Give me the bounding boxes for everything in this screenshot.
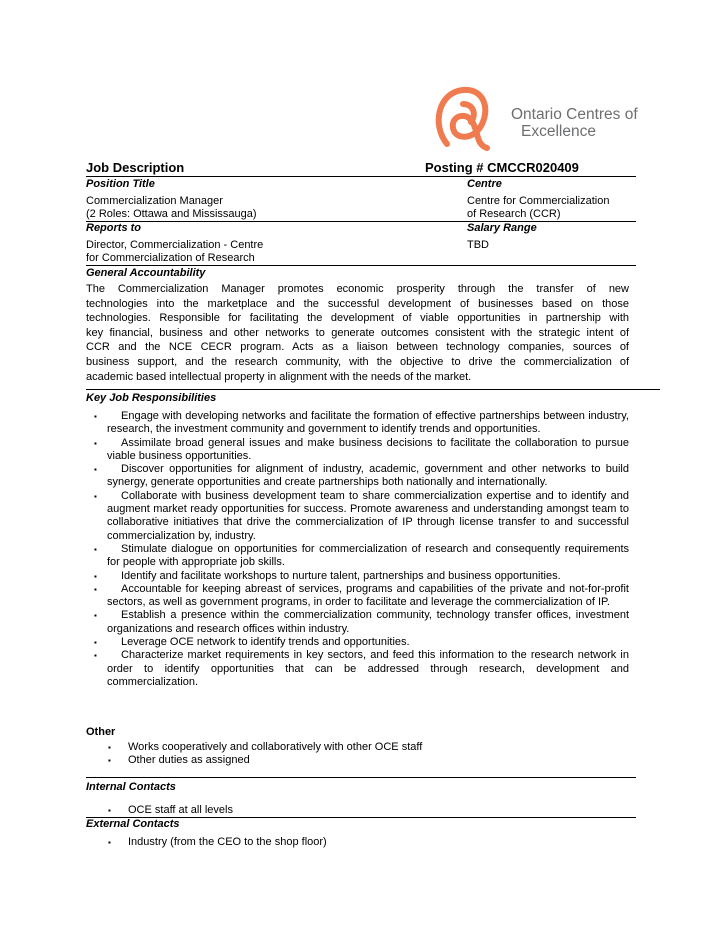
reports-to-value-2: for Commercialization of Research	[86, 252, 255, 264]
posting-number: Posting # CMCCR020409	[425, 160, 579, 175]
external-contact-item: ▪ Industry (from the CEO to the shop floor)	[108, 836, 327, 848]
other-list	[86, 741, 629, 767]
bullet-icon: ▪	[94, 651, 97, 661]
centre-label: Centre	[467, 178, 502, 190]
bullet-icon: ▪	[94, 544, 97, 554]
responsibility-item: ▪ Stimulate dialogue on opportunities for commercialization of research and consequently requirements for people with appropriate job skills.	[94, 542, 629, 569]
bullet-icon: ▪	[94, 638, 97, 648]
centre-value-1: Centre for Commercialization	[467, 195, 610, 207]
bullet-icon: ▪	[108, 743, 111, 752]
position-title-label: Position Title	[86, 178, 155, 190]
responsibility-item: ▪ Assimilate broad general issues and make business decisions to facilitate the collaboration to pursue viable business opportunities.	[94, 436, 629, 462]
bullet-icon: ▪	[94, 571, 97, 581]
divider	[86, 176, 636, 177]
centre-value-2: of Research (CCR)	[467, 208, 561, 220]
bullet-icon: ▪	[94, 584, 97, 594]
responsibility-item: ▪ Leverage OCE network to identify trends and opportunities.	[94, 636, 410, 649]
logo-text	[511, 106, 638, 140]
general-accountability-label: General Accountability	[86, 267, 206, 279]
responsibility-item: ▪ Characterize market requirements in key sectors, and feed this information to the research network in order to identify opportunities that can be addressed through research, development and commercialization.	[94, 649, 629, 688]
key-responsibilities-label: Key Job Responsibilities	[86, 392, 217, 404]
accountability-line: key financial, business and other networks to generate outcomes consistent with the strategic intent of	[86, 326, 629, 339]
position-value-2: (2 Roles: Ottawa and Mississauga)	[86, 208, 257, 220]
divider	[86, 221, 636, 222]
oce-logo	[425, 84, 655, 154]
other-item: ▪ Works cooperatively and collaboratively with other OCE staff	[108, 741, 423, 753]
internal-contacts-list	[86, 804, 629, 817]
responsibility-item: ▪ Collaborate with business development team to share commercialization expertise and to identify and augment market ready opportunities for success. Promote awareness and understanding amongst team to collaborative initiatives that drive the commercialization of IP through license transfer to and successful commercialization by, industry.	[94, 489, 629, 542]
responsibilities-list	[86, 410, 629, 689]
accountability-line: The Commercialization Manager promotes economic prosperity through the transfer of new	[86, 283, 629, 295]
internal-contact-item: ▪ OCE staff at all levels	[108, 804, 233, 816]
oce-logo-icon	[425, 84, 515, 154]
reports-to-label: Reports to	[86, 222, 141, 234]
accountability-line: academic based intellectual property in alignment with the needs of the market.	[86, 370, 472, 383]
bullet-icon: ▪	[108, 756, 111, 766]
doc-title: Job Description	[86, 160, 185, 175]
position-value-1: Commercialization Manager	[86, 195, 223, 207]
accountability-line: technologies. Responsible for facilitating the development of viable opportunities in partnership with	[86, 312, 629, 325]
accountability-paragraph	[86, 282, 629, 384]
internal-contacts-label: Internal Contacts	[86, 781, 176, 793]
responsibility-item: ▪ Establish a presence within the commercialization community, technology transfer offices, investment organizations and research offices within industry.	[94, 609, 629, 635]
responsibility-item: ▪ Discover opportunities for alignment of industry, academic, government and other networks to build synergy, generate opportunities and create partnerships both nationally and internationally.	[94, 463, 629, 489]
bullet-icon: ▪	[94, 611, 97, 621]
bullet-icon: ▪	[108, 806, 111, 815]
accountability-line: CCR and the NCE CECR program. Acts as a liaison between technology companies, sources of	[86, 341, 629, 354]
other-item: ▪ Other duties as assigned	[108, 754, 250, 767]
bullet-icon: ▪	[94, 438, 97, 448]
accountability-line: technologies into the marketplace and the successful development of businesses based on those	[86, 297, 629, 310]
divider	[86, 265, 636, 266]
bullet-icon: ▪	[94, 412, 97, 421]
logo-line-1: Ontario Centres of	[511, 106, 638, 123]
divider	[86, 389, 660, 390]
reports-to-value-1: Director, Commercialization - Centre	[86, 239, 264, 251]
logo-line-2: Excellence	[521, 123, 596, 140]
divider	[86, 777, 636, 778]
responsibility-item: ▪ Identify and facilitate workshops to nurture talent, partnerships and business opportunities.	[94, 569, 561, 582]
other-label: Other	[86, 726, 116, 738]
title-row	[86, 160, 636, 176]
external-contacts-list	[86, 836, 629, 849]
responsibility-item: ▪ Engage with developing networks and facilitate the formation of effective partnerships between industry, research, the investment community and government to identify trends and opportunities.	[94, 410, 629, 436]
accountability-line: business support, and the research community, with the objective to drive the commercialization of	[86, 355, 629, 368]
bullet-icon: ▪	[108, 838, 111, 847]
bullet-icon: ▪	[94, 465, 97, 475]
salary-range-label: Salary Range	[467, 222, 537, 234]
bullet-icon: ▪	[94, 491, 97, 501]
external-contacts-label: External Contacts	[86, 818, 180, 830]
salary-value: TBD	[467, 239, 489, 251]
responsibility-item: ▪ Accountable for keeping abreast of services, programs and capabilities of the private and not-for-profit sectors, as well as government programs, in order to facilitate and leverage the commercialization of IP.	[94, 582, 629, 609]
